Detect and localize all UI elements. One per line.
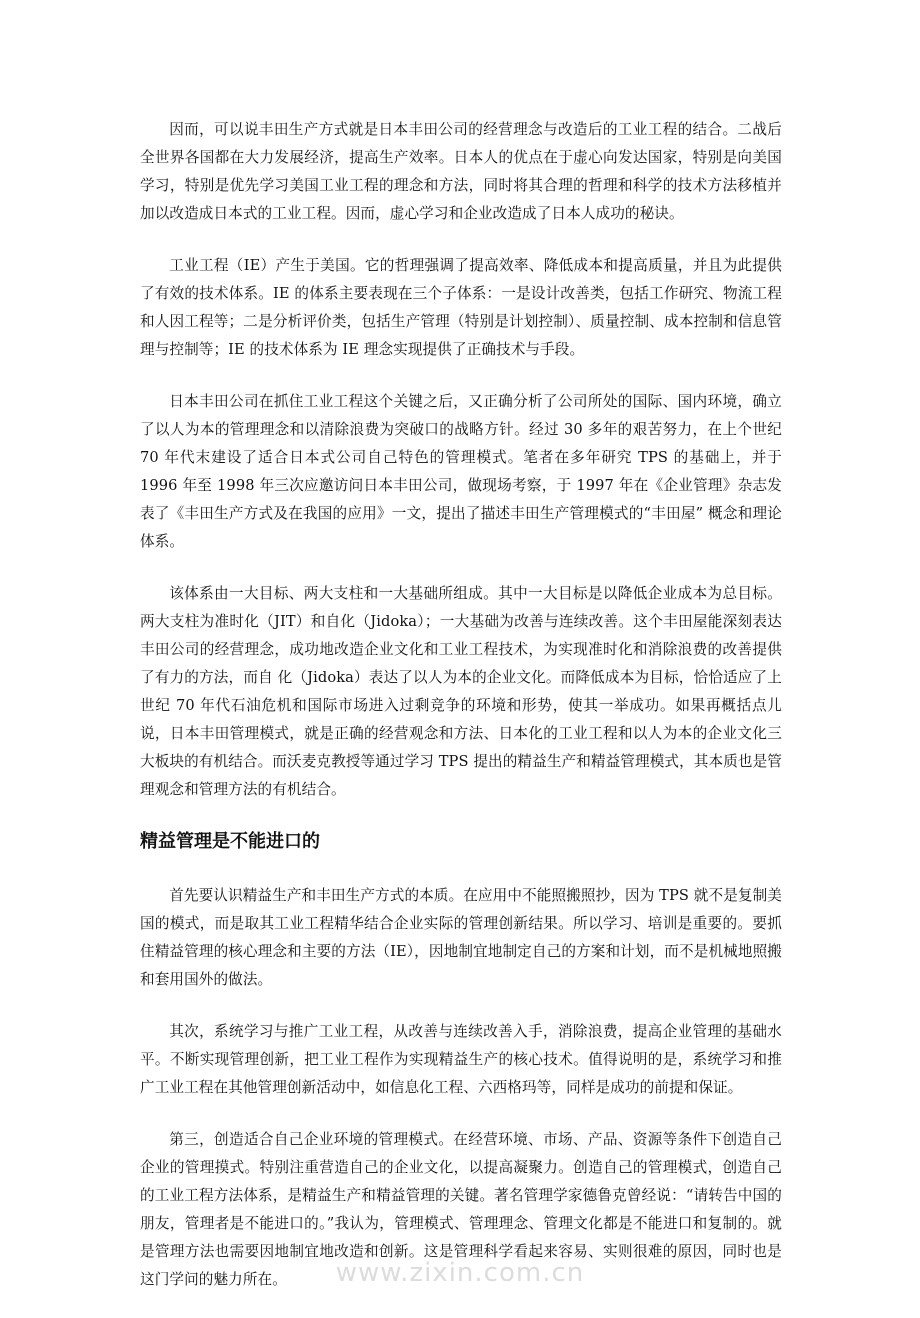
paragraph-third-point: 第三，创造适合自己企业环境的管理模式。在经营环境、市场、产品、资源等条件下创造自己企业的管理摸式。特别注重营造自己的企业文化，以提高凝聚力。创造自己的管理模式，创造自己的工业工程方法体系，是精益生产和精益管理的关键。著名管理学家德鲁克曾经说：“请转告中国的朋友，管理者是不能进口的。”我认为，管理模式、管理理念、管理文化都是不能进口和复制的。就是管理方法也需要因地制宜地改造和创新。这是管理科学看起来容易、实则很难的原因，同时也是这门学问的魅力所在。 bbox=[140, 1131, 782, 1288]
watermark: www.zixin.com.cn bbox=[335, 1258, 585, 1288]
paragraph-toyota-management-model: 日本丰田公司在抓住工业工程这个关键之后，又正确分析了公司所处的国际、国内环境，确立了以人为本的管理理念和以清除浪费为突破口的战略方针。经过 30 多年的艰苦努力，在上个世纪 70 年代末建设了适合日本式公司自己特色的管理模式。笔者在多年研究 TPS 的基础上，并于 1996 年至 1998 年三次应邀访问日本丰田公司，做现场考察，于 1997 年在《企业管理》杂志发表了《丰田生产方式及在我国的应用》一文，提出了描述丰田生产管理模式的“丰田屋” 概念和理论体系。 bbox=[140, 393, 782, 550]
document-page bbox=[140, 116, 782, 1318]
paragraph-second-point: 其次，系统学习与推广工业工程，从改善与连续改善入手，消除浪费，提高企业管理的基础水平。不断实现管理创新，把工业工程作为实现精益生产的核心技术。值得说明的是，系统学习和推广工业工程在其他管理创新活动中，如信息化工程、六西格玛等，同样是成功的前提和保证。 bbox=[140, 1023, 782, 1096]
paragraph-industrial-engineering: 工业工程（IE）产生于美国。它的哲理强调了提高效率、降低成本和提高质量，并且为此提供了有效的技术体系。IE 的体系主要表现在三个子体系：一是设计改善类，包括工作研究、物流工程和人因工程等；二是分析评价类，包括生产管理（特别是计划控制）、质量控制、成本控制和信息管理与控制等；IE 的技术体系为 IE 理念实现提供了正确技术与手段。 bbox=[140, 257, 782, 358]
paragraph-toyota-production-system: 因而，可以说丰田生产方式就是日本丰田公司的经营理念与改造后的工业工程的结合。二战后全世界各国都在大力发展经济，提高生产效率。日本人的优点在于虚心向发达国家，特别是向美国学习，特别是优先学习美国工业工程的理念和方法，同时将其合理的哲理和科学的技术方法移植并加以改造成日本式的工业工程。因而，虚心学习和企业改造成了日本人成功的秘诀。 bbox=[140, 121, 782, 222]
paragraph-first-point: 首先要认识精益生产和丰田生产方式的本质。在应用中不能照搬照抄，因为 TPS 就不是复制美国的模式，而是取其工业工程精华结合企业实际的管理创新结果。所以学习、培训是重要的。要抓住精益管理的核心理念和主要的方法（IE），因地制宜地制定自己的方案和计划，而不是机械地照搬和套用国外的做法。 bbox=[140, 887, 782, 988]
paragraph-toyota-house-system: 该体系由一大目标、两大支柱和一大基础所组成。其中一大目标是以降低企业成本为总目标。两大支柱为准时化（JIT）和自化（Jidoka）；一大基础为改善与连续改善。这个丰田屋能深刻表达丰田公司的经营理念，成功地改造企业文化和工业工程技术，为实现准时化和消除浪费的改善提供了有力的方法，而自 化（Jidoka）表达了以人为本的企业文化。而降低成本为目标，恰恰适应了上世纪 70 年代石油危机和国际市场进入过剩竞争的环境和形势，使其一举成功。如果再概括点儿说，日本丰田管理模式，就是正确的经营观念和方法、日本化的工业工程和以人为本的企业文化三大板块的有机结合。而沃麦克教授等通过学习 TPS 提出的精益生产和精益管理模式，其本质也是管理观念和管理方法的有机结合。 bbox=[140, 585, 782, 798]
section-heading: 精益管理是不能进口的 bbox=[140, 831, 320, 852]
